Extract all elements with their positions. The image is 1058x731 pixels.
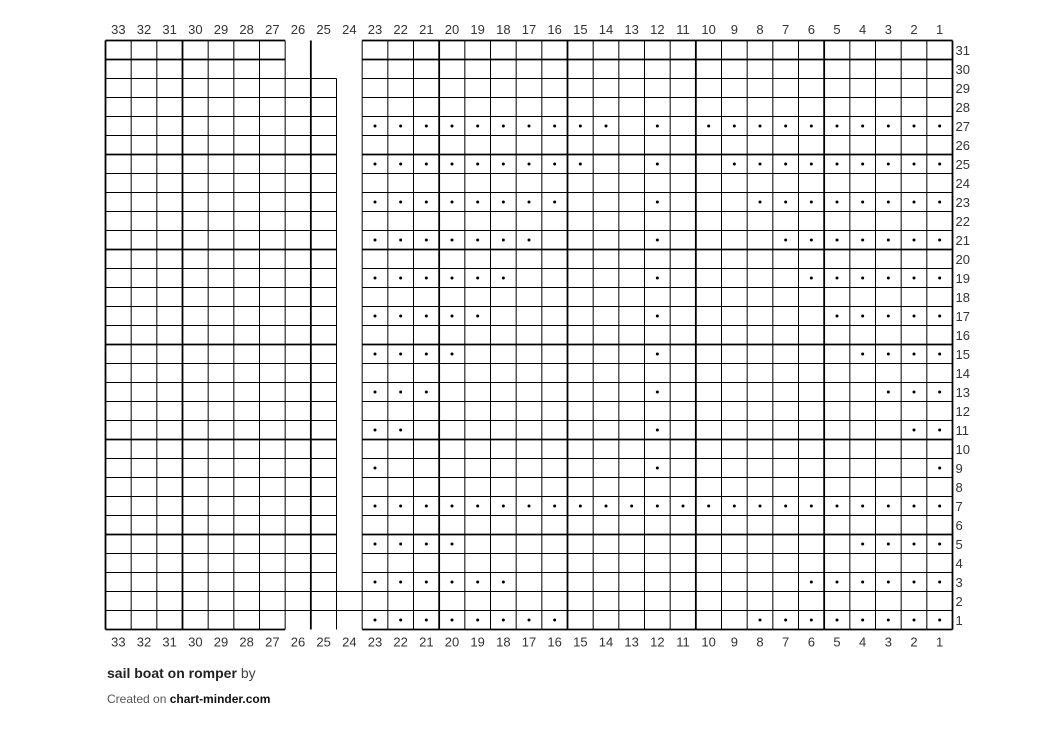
stitch-dot [528, 239, 531, 242]
stitch-dot [913, 201, 916, 204]
stitch-dot [759, 125, 762, 128]
stitch-dot [425, 277, 428, 280]
column-number-top: 13 [624, 22, 639, 37]
stitch-dot [656, 125, 659, 128]
stitch-dot [374, 353, 377, 356]
stitch-dot [836, 505, 839, 508]
column-number-top: 22 [393, 22, 408, 37]
stitch-dot [861, 277, 864, 280]
stitch-dot [399, 619, 402, 622]
stitch-dot [374, 163, 377, 166]
stitch-dot [836, 277, 839, 280]
stitch-dot [810, 505, 813, 508]
row-number: 20 [955, 252, 970, 267]
stitch-dot [913, 239, 916, 242]
stitch-dot [451, 505, 454, 508]
stitch-dot [476, 619, 479, 622]
stitch-dot [733, 163, 736, 166]
row-number: 5 [955, 537, 963, 552]
stitch-dot [861, 505, 864, 508]
row-number: 15 [955, 347, 970, 362]
stitch-dot [502, 277, 505, 280]
stitch-dot [451, 581, 454, 584]
row-number: 28 [955, 100, 970, 115]
column-number-bottom: 30 [188, 634, 203, 650]
stitch-dot [759, 505, 762, 508]
stitch-dot [887, 163, 890, 166]
column-number-top: 31 [162, 22, 177, 37]
stitch-dot [399, 353, 402, 356]
stitch-dot [759, 201, 762, 204]
stitch-dot [887, 201, 890, 204]
stitch-dot [451, 543, 454, 546]
created-on-text: Created on [107, 692, 167, 706]
column-number-bottom: 13 [624, 634, 639, 650]
column-number-bottom: 4 [859, 634, 867, 650]
stitch-dot [784, 239, 787, 242]
stitch-dot [425, 619, 428, 622]
stitch-dot [938, 353, 941, 356]
row-number: 2 [955, 594, 963, 609]
stitch-dot [938, 315, 941, 318]
stitch-dot [528, 505, 531, 508]
stitch-dot [502, 505, 505, 508]
stitch-dot [374, 391, 377, 394]
column-number-top: 2 [910, 22, 918, 37]
stitch-dot [399, 315, 402, 318]
stitch-dot [938, 391, 941, 394]
stitch-dot [887, 353, 890, 356]
column-number-top: 27 [265, 22, 280, 37]
stitch-dot [476, 277, 479, 280]
column-number-bottom: 20 [444, 634, 460, 650]
stitch-dot [913, 315, 916, 318]
stitch-dot [887, 543, 890, 546]
stitch-dot [451, 277, 454, 280]
stitch-dot [502, 619, 505, 622]
stitch-dot [836, 163, 839, 166]
stitch-dot [836, 581, 839, 584]
stitch-dot [502, 163, 505, 166]
column-number-bottom: 2 [910, 634, 918, 650]
stitch-dot [425, 353, 428, 356]
column-number-bottom: 29 [213, 634, 229, 650]
stitch-dot [502, 125, 505, 128]
stitch-dot [887, 277, 890, 280]
column-number-top: 19 [470, 22, 485, 37]
column-number-bottom: 26 [290, 634, 306, 650]
stitch-dot [425, 391, 428, 394]
stitch-dot [836, 619, 839, 622]
row-number: 4 [955, 556, 963, 571]
stitch-dot [502, 201, 505, 204]
stitch-dot [938, 467, 941, 470]
column-number-top: 26 [290, 22, 306, 37]
stitch-dot [759, 619, 762, 622]
site-link[interactable]: chart-minder.com [169, 692, 271, 706]
column-number-bottom: 22 [393, 634, 408, 650]
column-number-bottom: 28 [239, 634, 254, 650]
stitch-dot [374, 467, 377, 470]
stitch-dot [476, 581, 479, 584]
stitch-dot [374, 429, 377, 432]
stitch-dot [451, 315, 454, 318]
stitch-dot [399, 505, 402, 508]
row-number: 8 [955, 480, 963, 495]
stitch-dot [810, 201, 813, 204]
column-number-top: 9 [730, 22, 738, 37]
column-number-bottom: 15 [573, 634, 588, 650]
stitch-dot [887, 619, 890, 622]
column-number-bottom: 16 [547, 634, 562, 650]
chart-title [107, 665, 256, 681]
stitch-dot [682, 505, 685, 508]
stitch-dot [861, 543, 864, 546]
stitch-dot [605, 125, 608, 128]
chart-name: sail boat on romper [107, 665, 237, 681]
stitch-dot [656, 163, 659, 166]
stitch-dot [425, 201, 428, 204]
stitch-dot [707, 505, 710, 508]
column-number-bottom: 12 [650, 634, 665, 650]
stitch-dot [451, 163, 454, 166]
stitch-dot [399, 429, 402, 432]
row-number: 17 [955, 309, 970, 324]
stitch-dot [784, 619, 787, 622]
stitch-dot [784, 125, 787, 128]
stitch-dot [476, 315, 479, 318]
stitch-dot [656, 429, 659, 432]
column-number-top: 18 [496, 22, 511, 37]
stitch-dot [451, 201, 454, 204]
stitch-dot [425, 543, 428, 546]
stitch-dot [656, 201, 659, 204]
stitch-dot [810, 163, 813, 166]
stitch-dot [630, 505, 633, 508]
stitch-dot [861, 353, 864, 356]
stitch-dot [938, 429, 941, 432]
column-number-top: 3 [884, 22, 892, 37]
stitch-dot [425, 163, 428, 166]
stitch-dot [399, 201, 402, 204]
stitch-dot [913, 581, 916, 584]
stitch-dot [399, 163, 402, 166]
column-number-bottom: 8 [756, 634, 764, 650]
column-number-top: 5 [833, 22, 841, 37]
stitch-dot [836, 201, 839, 204]
stitch-dot [656, 315, 659, 318]
column-number-bottom: 11 [676, 634, 690, 650]
row-number: 29 [955, 81, 970, 96]
chart-author-by: by [240, 665, 256, 681]
stitch-dot [656, 353, 659, 356]
row-number: 10 [955, 442, 970, 457]
stitch-dot [861, 315, 864, 318]
stitch-dot [374, 239, 377, 242]
stitch-dot [399, 125, 402, 128]
stitch-dot [553, 201, 556, 204]
column-number-bottom: 17 [521, 634, 537, 650]
stitch-dot [374, 619, 377, 622]
row-number: 6 [955, 518, 963, 533]
stitch-dot [553, 125, 556, 128]
column-number-top: 28 [239, 22, 254, 37]
stitch-dot [810, 619, 813, 622]
stitch-dot [425, 505, 428, 508]
stitch-dot [374, 125, 377, 128]
stitch-dot [476, 239, 479, 242]
stitch-dot [374, 505, 377, 508]
stitch-dot [399, 277, 402, 280]
stitch-dot [476, 125, 479, 128]
stitch-dot [374, 581, 377, 584]
row-number: 11 [955, 423, 969, 438]
stitch-dot [656, 467, 659, 470]
stitch-dot [861, 239, 864, 242]
stitch-dot [913, 391, 916, 394]
stitch-dot [913, 163, 916, 166]
stitch-dot [502, 581, 505, 584]
credit-line [107, 692, 270, 706]
stitch-dot [733, 505, 736, 508]
column-number-top: 10 [701, 22, 716, 37]
column-number-top: 8 [756, 22, 764, 37]
column-number-bottom: 23 [367, 634, 383, 650]
stitch-dot [810, 239, 813, 242]
stitch-dot [938, 277, 941, 280]
stitch-dot [913, 125, 916, 128]
stitch-dot [810, 581, 813, 584]
column-number-bottom: 31 [162, 634, 177, 650]
column-number-top: 25 [316, 22, 331, 37]
stitch-dot [476, 163, 479, 166]
column-number-top: 14 [598, 22, 614, 37]
stitch-dot [913, 429, 916, 432]
column-number-top: 30 [188, 22, 203, 37]
stitch-dot [476, 201, 479, 204]
stitch-dot [784, 163, 787, 166]
column-number-bottom: 9 [730, 634, 738, 650]
column-number-bottom: 5 [833, 634, 841, 650]
stitch-dot [605, 505, 608, 508]
stitch-dot [399, 239, 402, 242]
column-number-bottom: 7 [782, 634, 790, 650]
stitch-dot [938, 201, 941, 204]
stitch-dot [836, 239, 839, 242]
column-number-bottom: 21 [419, 634, 434, 650]
stitch-dot [579, 125, 582, 128]
stitch-dot [887, 581, 890, 584]
row-number: 3 [955, 575, 963, 590]
stitch-dot [913, 353, 916, 356]
stitch-dot [913, 619, 916, 622]
stitch-dot [553, 619, 556, 622]
stitch-dot [399, 581, 402, 584]
stitch-dot [861, 125, 864, 128]
row-number: 9 [955, 461, 963, 476]
column-number-bottom: 19 [470, 634, 485, 650]
column-number-bottom: 14 [598, 634, 614, 650]
column-number-bottom: 10 [701, 634, 716, 650]
stitch-dot [913, 505, 916, 508]
column-number-top: 33 [111, 22, 126, 37]
column-number-bottom: 25 [316, 634, 331, 650]
stitch-dot [656, 239, 659, 242]
stitch-dot [913, 277, 916, 280]
stitch-dot [938, 163, 941, 166]
row-number: 21 [955, 233, 970, 248]
row-number: 14 [955, 366, 970, 381]
stitch-dot [887, 125, 890, 128]
stitch-dot [579, 163, 582, 166]
stitch-dot [656, 277, 659, 280]
stitch-dot [374, 201, 377, 204]
stitch-dot [784, 505, 787, 508]
column-number-bottom: 24 [342, 634, 357, 650]
stitch-dot [374, 315, 377, 318]
column-number-top: 17 [521, 22, 537, 37]
stitch-dot [528, 163, 531, 166]
stitch-dot [451, 619, 454, 622]
row-number: 16 [955, 328, 970, 343]
column-number-top: 1 [936, 22, 944, 37]
column-number-top: 4 [859, 22, 867, 37]
row-number: 1 [955, 613, 963, 628]
column-number-bottom: 3 [884, 634, 892, 650]
row-number: 31 [955, 43, 970, 58]
stitch-dot [861, 581, 864, 584]
stitch-dot [887, 505, 890, 508]
column-number-bottom: 32 [136, 634, 152, 650]
stitch-dot [399, 543, 402, 546]
stitch-dot [938, 619, 941, 622]
stitch-dot [502, 239, 505, 242]
stitch-dot [528, 201, 531, 204]
stitch-dot [938, 581, 941, 584]
stitch-dot [656, 505, 659, 508]
stitch-dot [810, 277, 813, 280]
row-number: 25 [955, 157, 970, 172]
stitch-dot [553, 505, 556, 508]
stitch-dot [374, 277, 377, 280]
column-number-top: 24 [342, 22, 357, 37]
row-number: 13 [955, 385, 970, 400]
row-number: 12 [955, 404, 970, 419]
stitch-dot [938, 125, 941, 128]
row-number: 19 [955, 271, 970, 286]
stitch-dot [528, 619, 531, 622]
stitch-dot [399, 391, 402, 394]
row-number: 26 [955, 138, 970, 153]
stitch-dot [528, 125, 531, 128]
stitch-dot [913, 543, 916, 546]
stitch-dot [425, 239, 428, 242]
column-number-top: 11 [676, 22, 690, 37]
column-number-bottom: 33 [111, 634, 126, 650]
stitch-dot [707, 125, 710, 128]
stitch-dot [887, 391, 890, 394]
stitch-dot [861, 201, 864, 204]
stitch-dot [759, 163, 762, 166]
row-number: 27 [955, 119, 970, 134]
stitch-dot [553, 163, 556, 166]
stitch-dot [836, 125, 839, 128]
column-number-top: 20 [444, 22, 460, 37]
row-number: 22 [955, 214, 970, 229]
row-number: 18 [955, 290, 970, 305]
stitch-dot [861, 163, 864, 166]
column-number-top: 7 [782, 22, 790, 37]
stitch-dot [425, 125, 428, 128]
stitch-dot [887, 239, 890, 242]
column-number-top: 12 [650, 22, 665, 37]
stitch-dot [579, 505, 582, 508]
stitch-dot [733, 125, 736, 128]
stitch-dot [425, 315, 428, 318]
column-number-bottom: 18 [496, 634, 511, 650]
stitch-dot [938, 543, 941, 546]
column-number-top: 29 [213, 22, 229, 37]
column-number-top: 16 [547, 22, 562, 37]
column-number-bottom: 6 [807, 634, 815, 650]
row-number: 7 [955, 499, 963, 514]
column-number-top: 15 [573, 22, 588, 37]
column-number-top: 6 [807, 22, 815, 37]
stitch-dot [425, 581, 428, 584]
column-number-top: 21 [419, 22, 434, 37]
stitch-dot [887, 315, 890, 318]
stitch-dot [451, 239, 454, 242]
stitch-dot [656, 391, 659, 394]
stitch-dot [861, 619, 864, 622]
stitch-dot [938, 505, 941, 508]
column-number-top: 23 [367, 22, 383, 37]
stitch-dot [938, 239, 941, 242]
row-number: 24 [955, 176, 970, 191]
stitch-dot [784, 201, 787, 204]
stitch-dot [451, 125, 454, 128]
column-number-bottom: 27 [265, 634, 280, 650]
stitch-dot [476, 505, 479, 508]
stitch-dot [374, 543, 377, 546]
stitch-dot [836, 315, 839, 318]
stitch-dot [810, 125, 813, 128]
row-number: 23 [955, 195, 970, 210]
column-number-top: 32 [136, 22, 152, 37]
stitch-dot [451, 353, 454, 356]
column-number-bottom: 1 [936, 634, 944, 650]
row-number: 30 [955, 62, 970, 77]
